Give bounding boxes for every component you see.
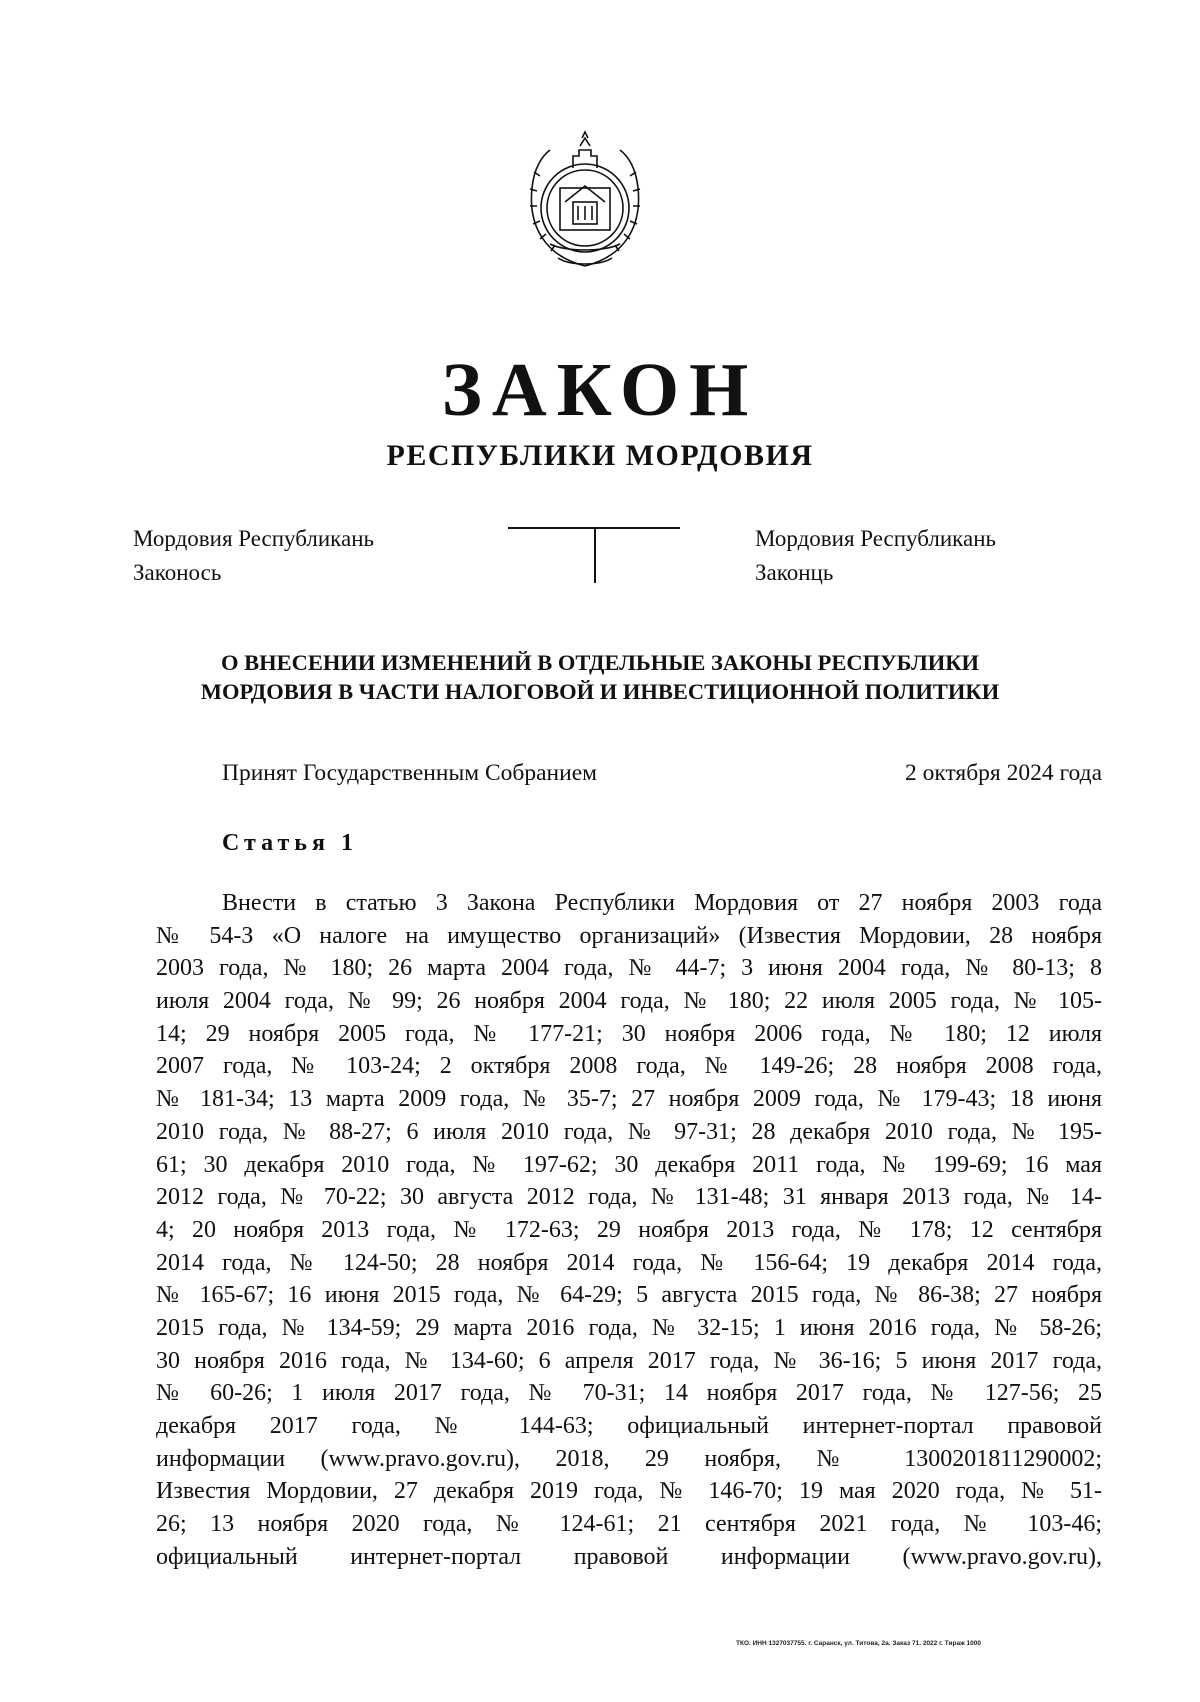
- document-title: ЗАКОН: [441, 348, 759, 432]
- article-line: 2012 года, № 70-22; 30 августа 2012 года, № 131-48; 31 января 2013 года, № 14-: [156, 1184, 1102, 1211]
- article-line: 2003 года, № 180; 26 марта 2004 года, № 44-7; 3 июня 2004 года, № 80-13; 8: [156, 955, 1102, 982]
- article-line: 14; 29 ноября 2005 года, № 177-21; 30 ноября 2006 года, № 180; 12 июля: [156, 1020, 1102, 1047]
- right-header-line-1: Мордовия Республикань: [755, 526, 997, 551]
- right-header-block: [755, 522, 996, 590]
- article-line: июля 2004 года, № 99; 26 ноября 2004 года, № 180; 22 июля 2005 года, № 105-: [156, 988, 1102, 1015]
- document-subtitle: РЕСПУБЛИКИ МОРДОВИЯ: [386, 439, 814, 472]
- article-line: 2007 года, № 103-24; 2 октября 2008 года, № 149-26; 28 ноября 2008 года,: [156, 1053, 1102, 1080]
- article-line: 2010 года, № 88-27; 6 июля 2010 года, № 97-31; 28 декабря 2010 года, № 195-: [156, 1118, 1102, 1145]
- article-line: 26; 13 ноября 2020 года, № 124-61; 21 сентября 2021 года, № 103-46;: [156, 1511, 1102, 1538]
- article-line: официальный интернет-портал правовой информации (www.pravo.gov.ru),: [156, 1543, 1102, 1570]
- article-line: 2015 года, № 134-59; 29 марта 2016 года, № 32-15; 1 июня 2016 года, № 58-26;: [156, 1314, 1102, 1341]
- article-line: 4; 20 ноября 2013 года, № 172-63; 29 ноября 2013 года, № 178; 12 сентября: [156, 1216, 1102, 1243]
- article-line: № 165-67; 16 июня 2015 года, № 64-29; 5 августа 2015 года, № 86-38; 27 ноября: [156, 1282, 1102, 1309]
- law-title-line-1: О ВНЕСЕНИИ ИЗМЕНЕНИЙ В ОТДЕЛЬНЫЕ ЗАКОНЫ РЕСПУБЛИКИ: [220, 650, 980, 675]
- article-line: № 54-З «О налоге на имущество организаций» (Известия Мордовии, 28 ноября: [156, 922, 1102, 949]
- registration-mark-vertical: [594, 527, 596, 583]
- coat-of-arms-icon: [510, 116, 660, 274]
- article-line: 30 ноября 2016 года, № 134-60; 6 апреля 2017 года, № 36-16; 5 июня 2017 года,: [156, 1347, 1102, 1374]
- law-title-line-2: МОРДОВИЯ В ЧАСТИ НАЛОГОВОЙ И ИНВЕСТИЦИОННОЙ ПОЛИТИКИ: [200, 679, 1000, 704]
- left-header-line-2: Законось: [133, 560, 222, 585]
- article-line: № 60-26; 1 июля 2017 года, № 70-31; 14 ноября 2017 года, № 127-56; 25: [156, 1380, 1102, 1407]
- article-line: Известия Мордовии, 27 декабря 2019 года, № 146-70; 19 мая 2020 года, № 51-: [156, 1478, 1102, 1505]
- right-header-line-2: Законць: [755, 560, 834, 585]
- article-line: № 181-34; 13 марта 2009 года, № 35-7; 27 ноября 2009 года, № 179-43; 18 июня: [156, 1086, 1102, 1113]
- article-line: информации (www.pravo.gov.ru), 2018, 29 ноября, № 1300201811290002;: [156, 1445, 1102, 1472]
- print-imprint: ТКО. ИНН 1327037755. г. Саранск, ул. Титова, 2а. Заказ 71. 2022 г. Тираж 1000: [736, 1640, 981, 1647]
- registration-mark: [508, 527, 680, 583]
- article-body: [156, 887, 1102, 1573]
- left-header-line-1: Мордовия Республикань: [133, 526, 375, 551]
- article-line: 2014 года, № 124-50; 28 ноября 2014 года, № 156-64; 19 декабря 2014 года,: [156, 1249, 1102, 1276]
- article-line: 61; 30 декабря 2010 года, № 197-62; 30 декабря 2011 года, № 199-69; 16 мая: [156, 1151, 1102, 1178]
- left-header-block: [133, 522, 374, 590]
- law-title: [150, 648, 1050, 706]
- article-line: Внести в статью 3 Закона Республики Мордовия от 27 ноября 2003 года: [222, 890, 1102, 916]
- adopted-by: Принят Государственным Собранием: [222, 760, 598, 786]
- article-heading: Статья 1: [222, 830, 358, 856]
- adopted-date: 2 октября 2024 года: [904, 760, 1102, 786]
- article-line: декабря 2017 года, № 144-63; официальный интернет-портал правовой: [156, 1413, 1102, 1439]
